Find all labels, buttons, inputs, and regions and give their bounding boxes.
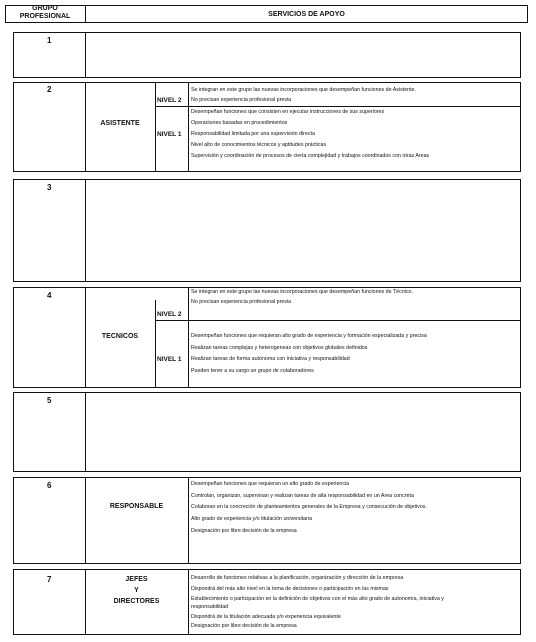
group-6-line: Controlan, organizan, supervisan y realizan tareas de alta responsabilidad en un Area concreta (191, 493, 414, 499)
group-7-line: Designación por libre decisión de la empresa (191, 623, 297, 629)
group-6-line: Desempeñan funciones que requieran un alto grado de experiencia (191, 481, 350, 487)
group-6-line: Colaboran en la concreción de planteamientos generales de la Empresa y consecución de objetivos. (191, 504, 427, 510)
group-5-box (13, 392, 521, 472)
group-2-nivel2-line: No precisan experiencia profesional previa (191, 97, 292, 103)
group-5-number: 5 (47, 396, 52, 405)
group-3-number: 3 (47, 183, 52, 192)
group-1-box (13, 32, 521, 78)
group-7-name-line: DIRECTORES (113, 598, 160, 605)
header-servicios: SERVICIOS DE APOYO (268, 11, 345, 18)
group-2-nivel1-line: Supervisión y coordinación de procesos de cierta complejidad y trabajos coordinados con otras Areas (191, 153, 430, 159)
group-4-nivel1-line: Realizan tareas de forma autónoma con iniciativa y responsabilidad (191, 356, 350, 362)
group-6-number: 6 (47, 481, 52, 490)
group-2-name: ASISTENTE (100, 120, 140, 127)
group-7-line: Desarrollo de funciones relativas a la planificación, organización y dirección de la empresa (191, 575, 404, 581)
group-4-nivel2-line: No precisan experiencia profesional previa (191, 299, 292, 305)
header-grupo-line2: PROFESIONAL (19, 13, 71, 20)
group-7-name-line: Y (134, 587, 139, 594)
group-7-line: Dispondrá de la titulación adecuada y/o experiencia equivalente (191, 614, 341, 620)
group-1-number: 1 (47, 36, 52, 45)
group-7-line: responsabilidad (191, 604, 229, 610)
group-4-nivel1-line: Desempeñan funciones que requieran alto grado de experiencia y formación especializada y precisa (191, 333, 427, 339)
group-4-number: 4 (47, 291, 52, 300)
group-4-nivel2-line: Se integran en este grupo las nuevas incorporaciones que desempeñan funciones de Técnico. (191, 289, 413, 295)
group-7-line: Establecimiento o participación en la definición de objetivos con el más alto grado de autonomía, iniciativa y (191, 596, 444, 602)
group-2-nivel1-line: Operaciones basadas en procedimientos (191, 120, 288, 126)
group-4-nivel1-label: NIVEL 1 (157, 356, 182, 363)
group-2-nivel2-label: NIVEL 2 (157, 97, 182, 104)
group-4-nivel2-label: NIVEL 2 (157, 311, 182, 318)
group-7-name-line: JEFES (125, 576, 148, 583)
group-6-name: RESPONSABLE (109, 503, 164, 510)
group-4-name: TECNICOS (101, 333, 139, 340)
group-2-number: 2 (47, 85, 52, 94)
group-4-nivel1-line: Pueden tener a su cargo un grupo de colaboradores (191, 368, 314, 374)
group-6-line: Alto grado de experiencia y/o titulación universitaria (191, 516, 313, 522)
group-2-nivel1-line: Desempeñan funciones que consisten en ejecutar instrucciones de sus superiores (191, 109, 385, 115)
group-4-nivel1-line: Realizan tareas complejas y heterogeneas con objetivos globales definidos (191, 345, 368, 351)
group-3-box (13, 179, 521, 282)
group-2-nivel1-line: Responsabilidad limitada por una supervisión directa (191, 131, 315, 137)
group-2-nivel1-line: Nivel alto de conocimientos técnicos y aptitudes prácticas (191, 142, 327, 148)
group-7-number: 7 (47, 575, 52, 584)
group-2-nivel2-line: Se integran en este grupo las nuevas incorporaciones que desempeñan funciones de Asistente. (191, 87, 416, 93)
group-2-nivel1-label: NIVEL 1 (157, 131, 182, 138)
header-grupo-line1: GRUPO (32, 5, 58, 12)
group-6-line: Designación por libre decisión de la empresa (191, 528, 297, 534)
group-7-line: Dispondrá del más alto nivel en la toma de decisiones o participación en las mismas (191, 586, 389, 592)
